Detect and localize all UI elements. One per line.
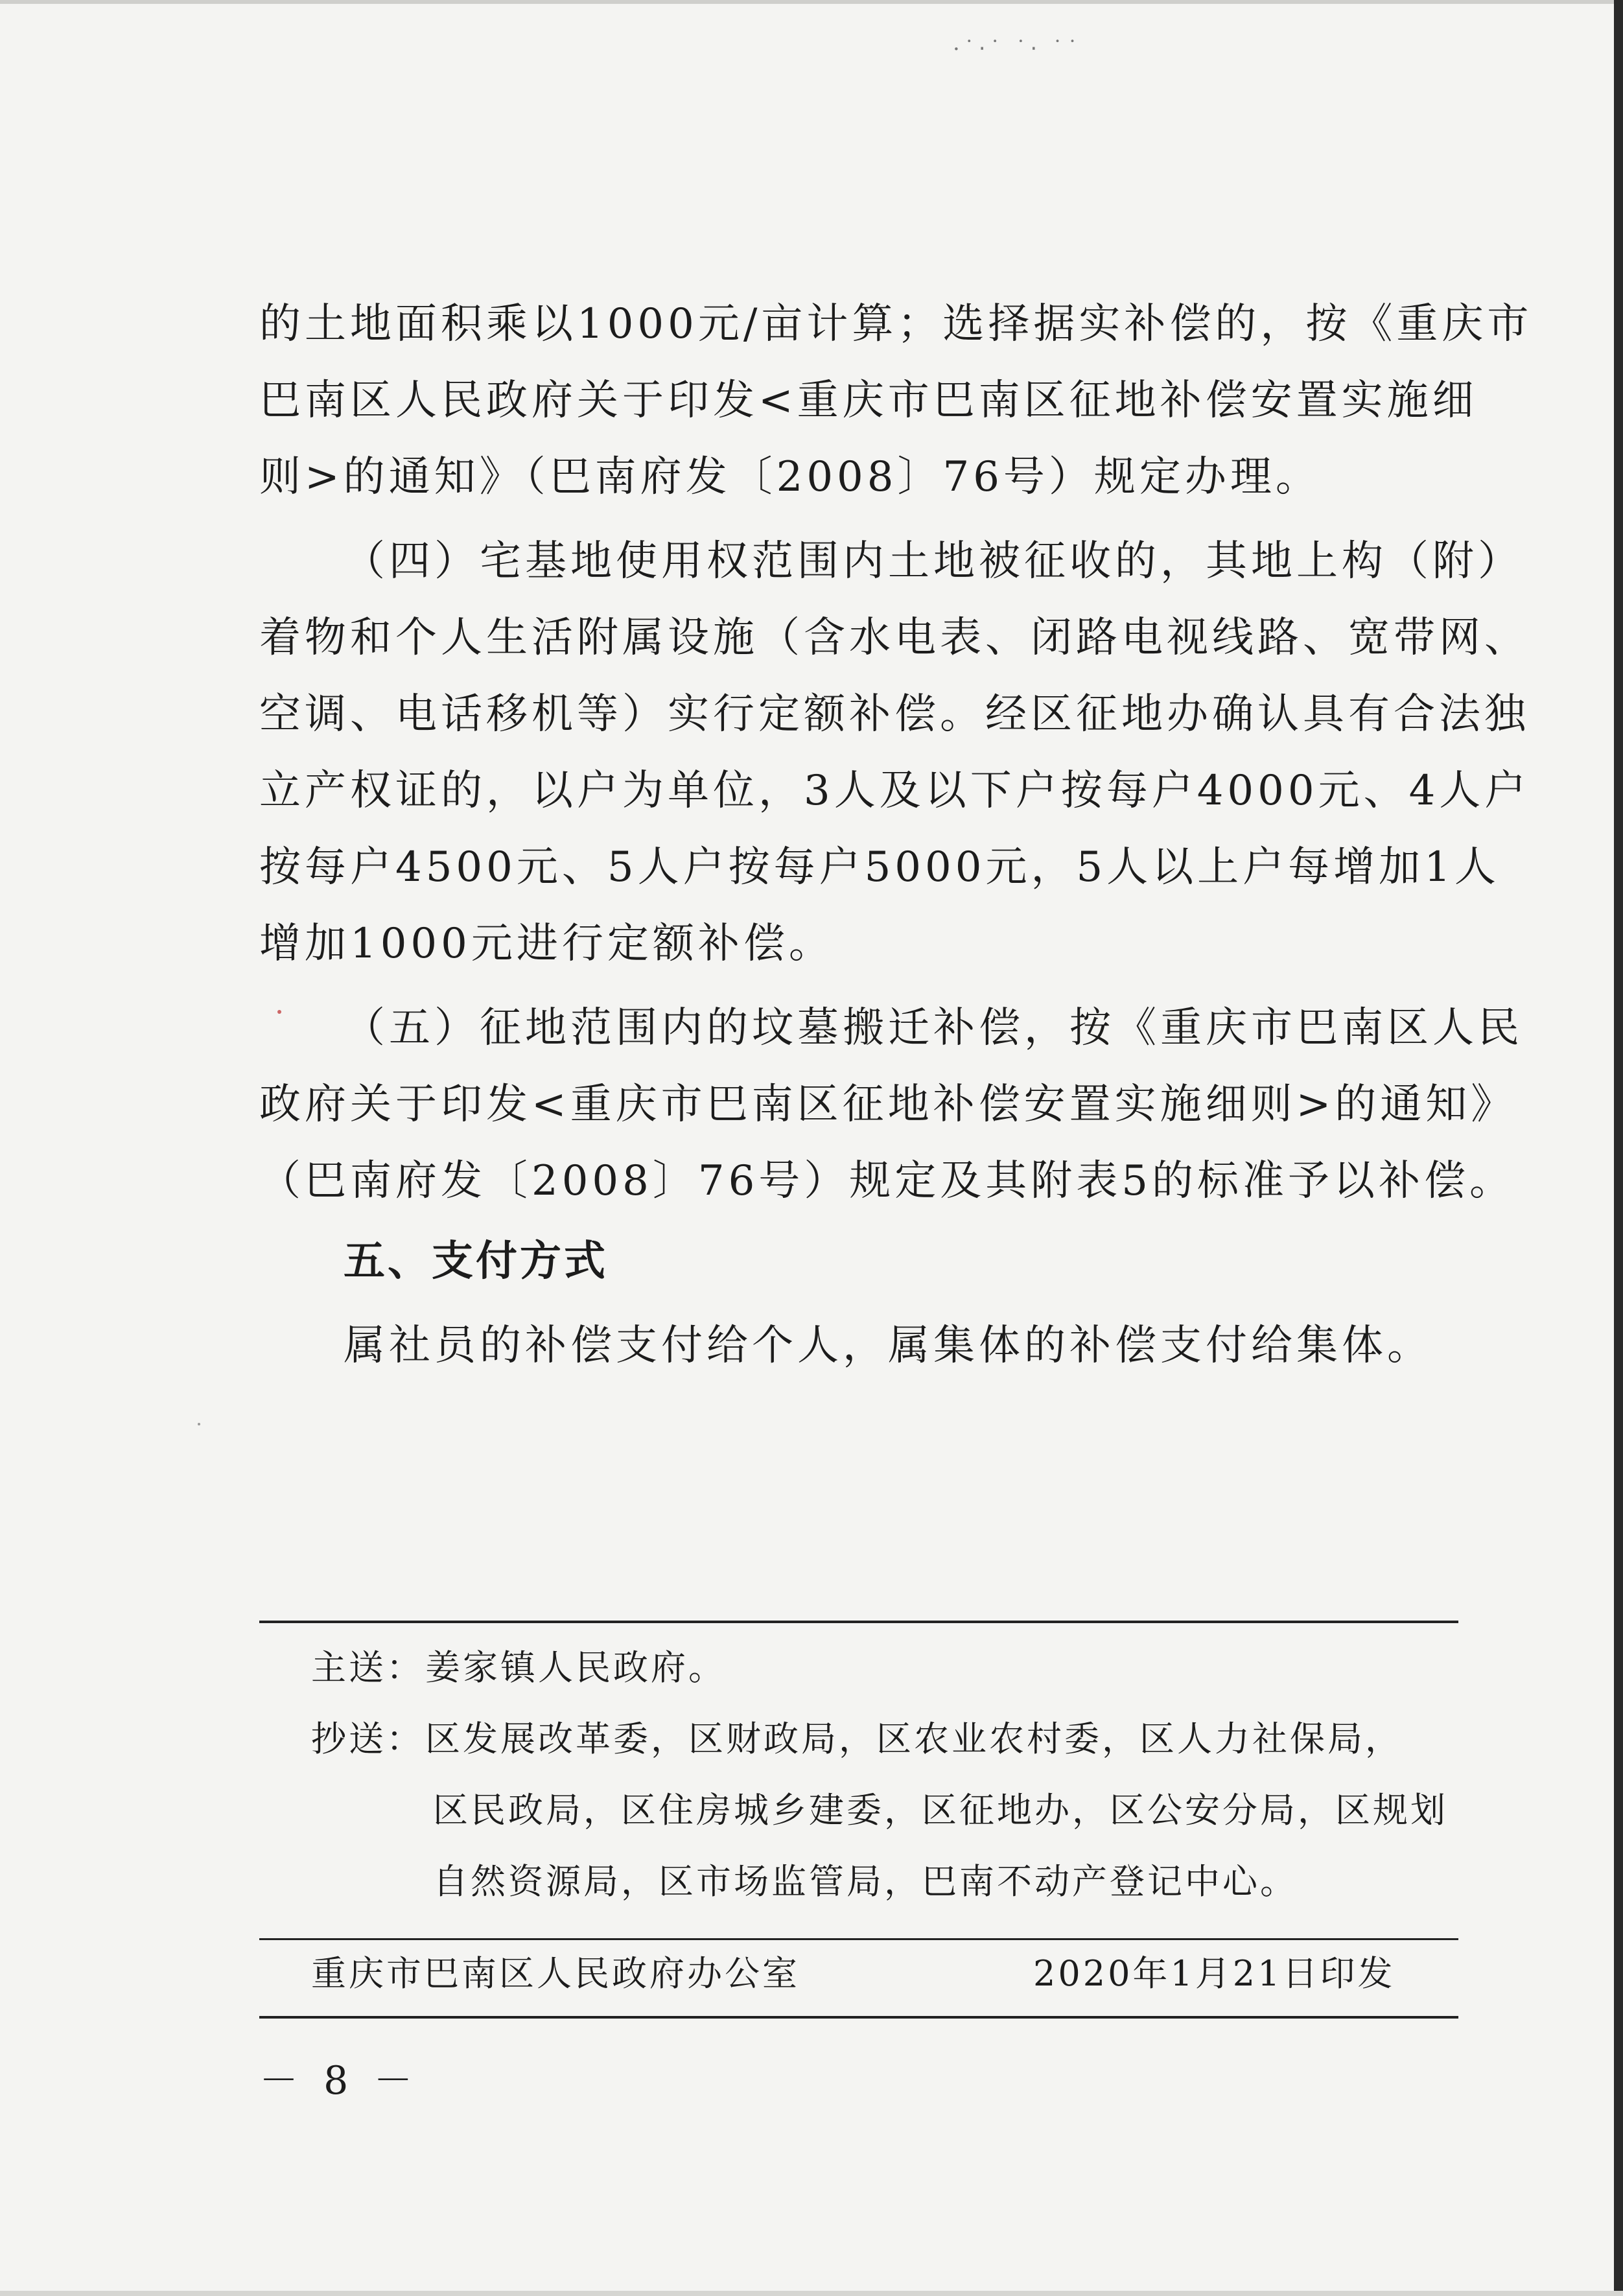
copy-label: 抄送： xyxy=(311,1718,424,1759)
body-line-9: 增加1000元进行定额补偿。 xyxy=(259,920,834,968)
body-line-10: （五）征地范围内的坟墓搬迁补偿，按《重庆市巴南区人民 xyxy=(344,1004,1523,1052)
issuer: 重庆市巴南区人民政府办公室 xyxy=(311,1953,800,1994)
copy-line-2: 区民政局，区住房城乡建委，区征地办，区公安分局，区规划 xyxy=(433,1790,1448,1831)
main-send-value: 姜家镇人民政府。 xyxy=(425,1647,726,1688)
section-text: 属社员的补偿支付给个人，属集体的补偿支付给集体。 xyxy=(344,1322,1432,1370)
body-line-2: 巴南区人民政府关于印发<重庆市巴南区征地补偿安置实施细 xyxy=(259,377,1478,425)
footer-top-rule xyxy=(259,1621,1458,1623)
issue-date: 2020年1月21日印发 xyxy=(1033,1953,1395,1994)
scan-edge-top xyxy=(0,0,1623,4)
copy-line-1: 区发展改革委，区财政局，区农业农村委，区人力社保局， xyxy=(425,1718,1403,1759)
footer-mid-rule xyxy=(259,1938,1458,1940)
scan-smudge: ·˙‧˙ ˙‧ ˙˙ xyxy=(953,36,1082,62)
copy-line-3: 自然资源局，区市场监管局，巴南不动产登记中心。 xyxy=(433,1861,1298,1902)
body-line-5: 着物和个人生活附属设施（含水电表、闭路电视线路、宽带网、 xyxy=(259,614,1530,662)
scan-speck xyxy=(198,1423,200,1425)
footer-bottom-rule xyxy=(259,2016,1458,2019)
body-line-7: 立产权证的，以户为单位，3人及以下户按每户4000元、4人户 xyxy=(259,767,1530,815)
scan-edge-right xyxy=(1614,0,1623,2296)
scan-speck xyxy=(277,1010,281,1014)
body-line-8: 按每户4500元、5人户按每户5000元，5人以上户每增加1人 xyxy=(259,843,1500,891)
body-line-6: 空调、电话移机等）实行定额补偿。经区征地办确认具有合法独 xyxy=(259,690,1530,738)
body-line-3: 则>的通知》（巴南府发〔2008〕76号）规定办理。 xyxy=(259,453,1321,501)
page-number: － 8 － xyxy=(259,2058,419,2103)
body-line-1: 的土地面积乘以1000元/亩计算；选择据实补偿的，按《重庆市 xyxy=(259,300,1533,348)
section-heading: 五、支付方式 xyxy=(344,1237,608,1285)
scan-edge-bottom xyxy=(0,2291,1623,2296)
main-send-label: 主送： xyxy=(311,1647,424,1688)
body-line-4: （四）宅基地使用权范围内土地被征收的，其地上构（附） xyxy=(344,537,1523,585)
body-line-12: （巴南府发〔2008〕76号）规定及其附表5的标准予以补偿。 xyxy=(259,1157,1515,1205)
body-line-11: 政府关于印发<重庆市巴南区征地补偿安置实施细则>的通知》 xyxy=(259,1081,1517,1129)
